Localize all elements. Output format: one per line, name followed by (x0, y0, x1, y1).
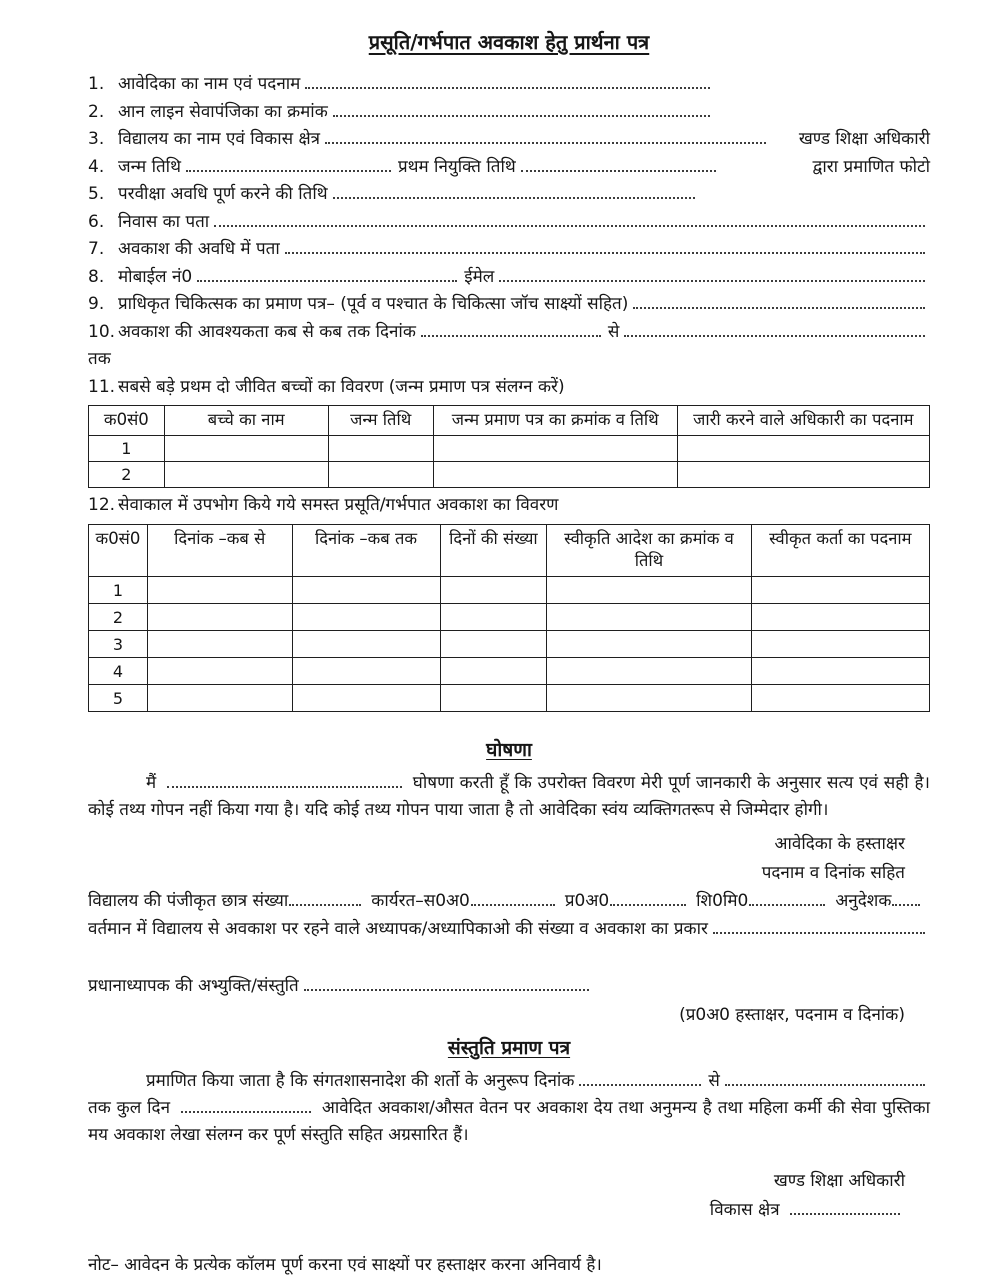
field-row-5 (88, 181, 930, 209)
field-number: 2. (88, 101, 105, 122)
header-cell: दिनों की संख्या (440, 524, 547, 577)
header-cell: जन्म प्रमाण पत्र का क्रमांक व तिथि (433, 406, 677, 436)
recommendation-se: से (708, 1070, 720, 1091)
field-number: 3. (88, 129, 105, 149)
recommendation-heading: संस्तुति प्रमाण पत्र (447, 1036, 571, 1059)
dotted-line (285, 251, 925, 254)
header-cell: स्वीकृति आदेश का क्रमांक व तिथि (547, 524, 751, 577)
field-row-8 (88, 264, 930, 292)
dotted-line (167, 785, 402, 788)
headmaster-sign-note-block (88, 1001, 930, 1030)
table-row (89, 462, 930, 488)
applicant-signature-block (88, 830, 930, 888)
dotted-line (181, 1110, 311, 1113)
field-label: अवकाश की अवधि में पता (118, 239, 280, 259)
headmaster-sign-note: (प्र0अ0 हस्ताक्षर, पदनाम व दिनांक) (679, 1004, 905, 1025)
form-title: प्रसूति/गर्भपात अवकाश हेतु प्रार्थना पत्र (368, 30, 650, 54)
declaration-prefix: मैं (146, 773, 157, 794)
vikas-kshetra-row (88, 1196, 905, 1225)
field-number: 11. (88, 376, 116, 397)
empty-cell (440, 685, 547, 712)
empty-cell (292, 631, 440, 658)
dotted-line (579, 1083, 701, 1086)
dotted-line (892, 903, 920, 906)
empty-cell (547, 658, 751, 685)
field-label: से (607, 321, 620, 342)
empty-cell (547, 577, 751, 604)
declaration-paragraph (88, 770, 930, 824)
recommendation-paragraph (88, 1095, 930, 1149)
empty-cell (164, 462, 328, 488)
row-number-cell: 2 (89, 604, 148, 631)
field-label: निवास का पता (118, 211, 210, 232)
field-number: 9. (88, 294, 105, 314)
empty-cell (433, 436, 677, 462)
table-row (89, 658, 930, 685)
empty-cell (292, 658, 440, 685)
field-row-1 (88, 71, 930, 99)
row-number-cell: 1 (89, 436, 165, 462)
teachers-on-leave-label: वर्तमान में विद्यालय से अवकाश पर रहने वाले अध्यापक/अध्यापिकाओ की संख्या व अवकाश का प्रकार (88, 918, 708, 939)
header-cell: क0सं0 (89, 524, 148, 577)
field-row-9 (88, 291, 930, 319)
empty-cell (292, 685, 440, 712)
school-stats-row (88, 888, 930, 916)
note-line: नोट– आवेदन के प्रत्येक कॉलम पूर्ण करना एवं साक्ष्यों पर हस्ताक्षर करना अनिवार्य है। (88, 1255, 602, 1276)
leave-history-table (88, 524, 930, 713)
table-row (89, 685, 930, 712)
empty-cell (440, 604, 547, 631)
field-label: प्राधिकृत चिकित्सक का प्रमाण पत्र– (पूर्व व पश्चात के चिकित्सा जॉच साक्ष्यों सहित) (118, 294, 629, 314)
empty-cell (147, 658, 292, 685)
dotted-line (214, 224, 925, 227)
applicant-signature-label: आवेदिका के हस्ताक्षर (774, 834, 905, 855)
field-row-6 (88, 209, 930, 237)
empty-cell (547, 685, 751, 712)
field-label: आवेदिका का नाम एवं पदनाम (118, 74, 301, 94)
vikas-kshetra-label: विकास क्षेत्र (709, 1200, 780, 1221)
dotted-line (333, 196, 695, 199)
registered-students-label: विद्यालय की पंजीकृत छात्र संख्या (88, 891, 289, 912)
dotted-line (186, 169, 391, 172)
field-label: अवकाश की आवश्यकता कब से कब तक दिनांक (118, 321, 416, 342)
field-number: 10. (88, 321, 116, 342)
field-row-4 (88, 154, 930, 182)
dotted-line (471, 903, 555, 906)
field-number: 6. (88, 211, 105, 232)
field-row-2 (88, 99, 930, 127)
block-education-officer-label: खण्ड शिक्षा अधिकारी (798, 129, 930, 149)
dotted-line (725, 1083, 925, 1086)
table-row (89, 631, 930, 658)
headmaster-remarks-row (88, 973, 930, 1001)
field-row-3 (88, 126, 930, 154)
dotted-line (305, 86, 710, 89)
header-cell: स्वीकृत कर्ता का पदनाम (751, 524, 929, 577)
field-label: परवीक्षा अवधि पूर्ण करने की तिथि (118, 184, 328, 204)
row-number-cell: 5 (89, 685, 148, 712)
header-cell: दिनांक –कब तक (292, 524, 440, 577)
header-cell: क0सं0 (89, 406, 165, 436)
empty-cell (547, 631, 751, 658)
declaration-body: घोषणा करती हूँ कि उपरोक्त विवरण मेरी पूर्ण जानकारी के अनुसार सत्य एवं सही है। कोई तथ्य गोपन नहीं किया गया है। यदि कोई तथ्य गोपन पाया जाता है तो आवेदिका स्वंय व्यक्तिगतरूप से जिम्मेदार होगी। (88, 773, 930, 821)
row-number-cell: 1 (89, 577, 148, 604)
headmaster-remarks-label: प्रधानाध्यापक की अभ्युक्ति/संस्तुति (88, 976, 299, 997)
empty-cell (164, 436, 328, 462)
field-row-10 (88, 319, 930, 347)
empty-cell (547, 604, 751, 631)
field-row-11 (88, 374, 930, 402)
shiksha-mitra-label: शि0मि0 (696, 891, 749, 912)
field-label: तक (88, 349, 111, 369)
field-label: प्रथम नियुक्ति तिथि (397, 156, 516, 177)
dotted-line (304, 988, 589, 991)
field-label: सेवाकाल में उपभोग किये गये समस्त प्रसूति/गर्भपात अवकाश का विवरण (118, 495, 559, 516)
field-label: सबसे बड़े प्रथम दो जीवित बच्चों का विवरण (जन्म प्रमाण पत्र संलग्न करें) (118, 376, 565, 397)
field-row-7 (88, 236, 930, 264)
dotted-line (333, 114, 710, 117)
row-number-cell: 4 (89, 658, 148, 685)
empty-cell (677, 462, 929, 488)
dotted-line (749, 903, 825, 906)
header-cell: जन्म तिथि (328, 406, 433, 436)
empty-cell (751, 685, 929, 712)
row-number-cell: 3 (89, 631, 148, 658)
head-teacher-label: प्र0अ0 (564, 891, 610, 912)
block-education-officer-label: खण्ड शिक्षा अधिकारी (773, 1171, 905, 1192)
field-number: 5. (88, 184, 105, 204)
field-row-10-continued (88, 346, 930, 374)
row-number-cell: 2 (89, 462, 165, 488)
empty-cell (751, 604, 929, 631)
field-label: ईमेल (464, 266, 495, 287)
certified-photo-label: द्वारा प्रमाणित फोटो (812, 156, 930, 177)
dotted-line (325, 141, 766, 144)
empty-cell (440, 631, 547, 658)
dotted-line (610, 903, 686, 906)
field-number: 7. (88, 239, 105, 259)
declaration-heading: घोषणा (486, 739, 532, 762)
empty-cell (433, 462, 677, 488)
dotted-line (197, 279, 457, 282)
instructor-label: अनुदेशक (835, 891, 892, 912)
table-row (89, 436, 930, 462)
empty-cell (147, 577, 292, 604)
empty-cell (751, 658, 929, 685)
field-label: विद्यालय का नाम एवं विकास क्षेत्र (118, 129, 321, 149)
header-cell: बच्चे का नाम (164, 406, 328, 436)
teachers-on-leave-row (88, 916, 930, 944)
field-number: 4. (88, 156, 105, 177)
field-label: जन्म तिथि (118, 156, 181, 177)
leave-table-header-row (89, 524, 930, 577)
empty-cell (292, 604, 440, 631)
children-table (88, 405, 930, 488)
empty-cell (440, 577, 547, 604)
empty-cell (147, 685, 292, 712)
dotted-line (624, 334, 925, 337)
field-row-12 (88, 492, 930, 520)
field-number: 12. (88, 495, 116, 516)
field-label: आन लाइन सेवापंजिका का क्रमांक (118, 101, 328, 122)
empty-cell (292, 577, 440, 604)
recommendation-part2: तक कुल दिन (88, 1098, 171, 1119)
assistant-teacher-label: कार्यरत–स0अ0 (371, 891, 470, 912)
dotted-line (289, 903, 361, 906)
empty-cell (677, 436, 929, 462)
empty-cell (751, 577, 929, 604)
dotted-line (421, 334, 601, 337)
dotted-line (499, 279, 925, 282)
field-label: मोबाईल नं0 (118, 266, 193, 287)
table-row (89, 577, 930, 604)
officer-signature-block (88, 1167, 930, 1225)
dotted-line (790, 1212, 900, 1215)
empty-cell (147, 631, 292, 658)
empty-cell (328, 436, 433, 462)
header-cell: दिनांक –कब से (147, 524, 292, 577)
empty-cell (328, 462, 433, 488)
table-row (89, 604, 930, 631)
dotted-line (633, 306, 925, 309)
empty-cell (440, 658, 547, 685)
header-cell: जारी करने वाले अधिकारी का पदनाम (677, 406, 929, 436)
recommendation-part1: प्रमाणित किया जाता है कि संगतशासनादेश की शर्तो के अनुरूप दिनांक (146, 1070, 575, 1091)
empty-cell (751, 631, 929, 658)
field-number: 1. (88, 74, 105, 94)
empty-cell (147, 604, 292, 631)
recommendation-part3: आवेदित अवकाश/औसत वेतन पर अवकाश देय तथा अनुमन्य है तथा महिला कर्मी की सेवा पुस्तिका मय अवकाश लेखा संलग्न कर पूर्ण संस्तुति सहित अग्रसारित हैं। (88, 1098, 931, 1146)
dotted-line (713, 931, 925, 934)
signature-designation-note: पदनाम व दिनांक सहित (761, 863, 905, 884)
field-number: 8. (88, 266, 105, 287)
dotted-line (521, 169, 716, 172)
recommendation-line-1 (88, 1068, 930, 1096)
children-table-header-row (89, 406, 930, 436)
